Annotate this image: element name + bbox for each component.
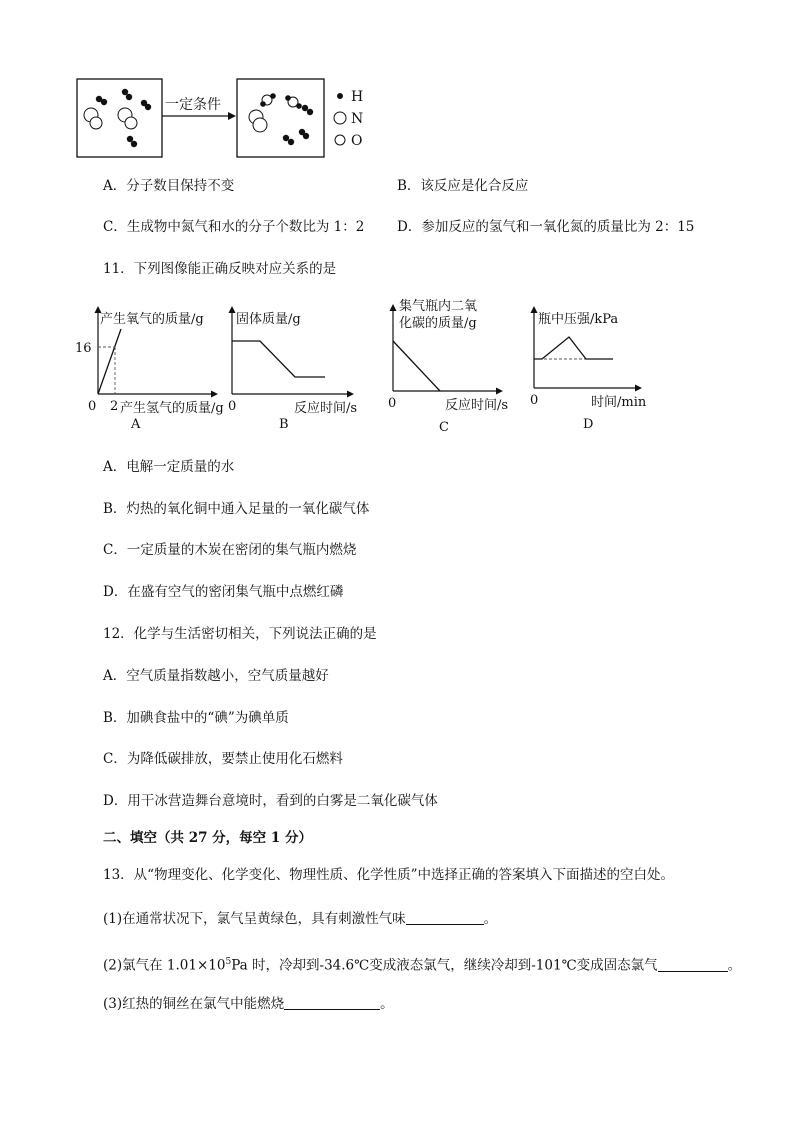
q11-stem: 11．下列图像能正确反映对应关系的是 — [103, 261, 337, 277]
legend-h-symbol — [337, 93, 343, 99]
origin-label: 0 — [388, 396, 397, 411]
legend-n-symbol — [334, 112, 346, 124]
q13-answer-blank-1[interactable] — [406, 910, 484, 925]
q13-item-2-text-post: Pa 时，冷却到-34.6℃变成液态氯气，继续冷却到-101℃变成固态氯气 — [231, 957, 658, 974]
q10-option-c[interactable]: C．生成物中氮气和水的分子个数比为 1：2 — [103, 219, 365, 235]
reaction-particle-diagram — [70, 72, 380, 164]
y-axis-label-line2: 化碳的质量/g — [399, 316, 477, 331]
section-2-title: 二、填空（共 27 分，每空 1 分） — [103, 830, 312, 846]
x-axis-label: 时间/min — [591, 395, 647, 410]
q11-option-d[interactable]: D．在盛有空气的密闭集气瓶中点燃红磷 — [103, 584, 344, 600]
origin-label: 0 — [88, 399, 97, 414]
q12-option-b[interactable]: B．加碘食盐中的“碘”为碘单质 — [103, 710, 289, 726]
nitric-oxide-molecule — [118, 108, 137, 129]
q13-answer-blank-3[interactable] — [284, 995, 380, 1010]
q12-option-d[interactable]: D．用干冰营造舞台意境时，看到的白雾是二氧化碳气体 — [103, 793, 438, 809]
x-axis-arrow — [347, 391, 354, 398]
graph-caption: A — [131, 417, 141, 432]
legend-o-symbol — [335, 135, 345, 145]
q13-stem: 13．从“物理变化、化学变化、物理性质、化学性质”中选择正确的答案填入下面描述的空白处。 — [103, 867, 674, 883]
data-line — [534, 337, 613, 359]
q13-answer-blank-2[interactable] — [658, 957, 728, 972]
q11-graph-d — [524, 302, 679, 434]
arrow-head — [228, 112, 236, 120]
q11-option-b[interactable]: B．灼热的氧化铜中通入足量的一氧化碳气体 — [103, 501, 370, 517]
q13-item-3-end: 。 — [380, 996, 394, 1012]
nitrogen-molecule — [249, 110, 267, 132]
q13-item-1-end: 。 — [483, 911, 498, 927]
x-axis-label: 反应时间/s — [294, 401, 358, 416]
q13-item-1 — [103, 910, 497, 928]
water-molecule — [260, 93, 276, 107]
hydrogen-molecule — [283, 105, 313, 145]
graph-caption: D — [583, 417, 594, 432]
arrow-label: 一定条件 — [165, 97, 221, 113]
x-axis-arrow — [635, 385, 642, 392]
q11-graph-a — [70, 302, 230, 434]
origin-label: 0 — [228, 399, 237, 414]
x-axis-arrow — [496, 388, 503, 395]
y-axis-label: 产生氧气的质量/g — [100, 312, 204, 327]
legend-o-label: O — [351, 133, 363, 149]
q13-item-3 — [103, 995, 394, 1013]
q12-option-a[interactable]: A．空气质量指数越小，空气质量越好 — [103, 668, 329, 684]
legend — [334, 89, 363, 149]
graph-caption: C — [439, 420, 449, 435]
q10-option-b[interactable]: B．该反应是化合反应 — [397, 178, 529, 194]
data-line — [393, 341, 440, 391]
legend-h-label: H — [351, 89, 364, 105]
q11-graph-c — [383, 296, 523, 436]
q13-item-1-text: (1)在通常状况下，氯气呈黄绿色，具有刺激性气味 — [103, 911, 406, 927]
q12-option-c[interactable]: C．为降低碳排放，要禁止使用化石燃料 — [103, 751, 343, 767]
q13-item-2-text-pre: (2)氯气在 1.01×10 — [103, 957, 226, 974]
y-axis-label: 固体质量/g — [236, 312, 301, 327]
graph-caption: B — [279, 417, 289, 432]
q13-item-3-text: (3)红热的铜丝在氯气中能燃烧 — [103, 996, 285, 1012]
legend-n-label: N — [351, 111, 364, 127]
q11-option-a[interactable]: A．电解一定质量的水 — [103, 459, 235, 475]
q11-option-c[interactable]: C．一定质量的木炭在密闭的集气瓶内燃烧 — [103, 542, 357, 558]
q10-option-d[interactable]: D．参加反应的氢气和一氧化氮的质量比为 2：15 — [397, 219, 695, 235]
q13-item-2-end: 。 — [727, 957, 742, 974]
x-tick-label: 2 — [110, 399, 119, 414]
y-axis-label-line1: 集气瓶内二氧 — [399, 299, 478, 314]
q12-stem: 12．化学与生活密切相关，下列说法正确的是 — [103, 626, 377, 642]
nitric-oxide-molecule — [84, 108, 102, 129]
y-tick-label: 16 — [75, 341, 92, 356]
data-line — [98, 329, 121, 394]
x-axis-arrow — [211, 391, 218, 398]
x-axis-label: 反应时间/s — [445, 398, 509, 413]
y-axis-arrow — [229, 306, 236, 313]
y-axis-label: 瓶中压强/kPa — [538, 312, 619, 327]
x-axis-label: 产生氢气的质量/g — [120, 401, 224, 416]
q13-item-2 — [103, 953, 741, 975]
q10-option-a[interactable]: A．分子数目保持不变 — [103, 178, 235, 194]
q11-graph-b — [222, 302, 372, 434]
y-axis-arrow — [531, 306, 538, 313]
origin-label: 0 — [530, 393, 539, 408]
water-molecule — [285, 95, 302, 109]
y-axis-arrow — [390, 304, 397, 311]
q13-item-2-superscript: 5 — [225, 957, 232, 967]
data-line — [232, 341, 325, 377]
